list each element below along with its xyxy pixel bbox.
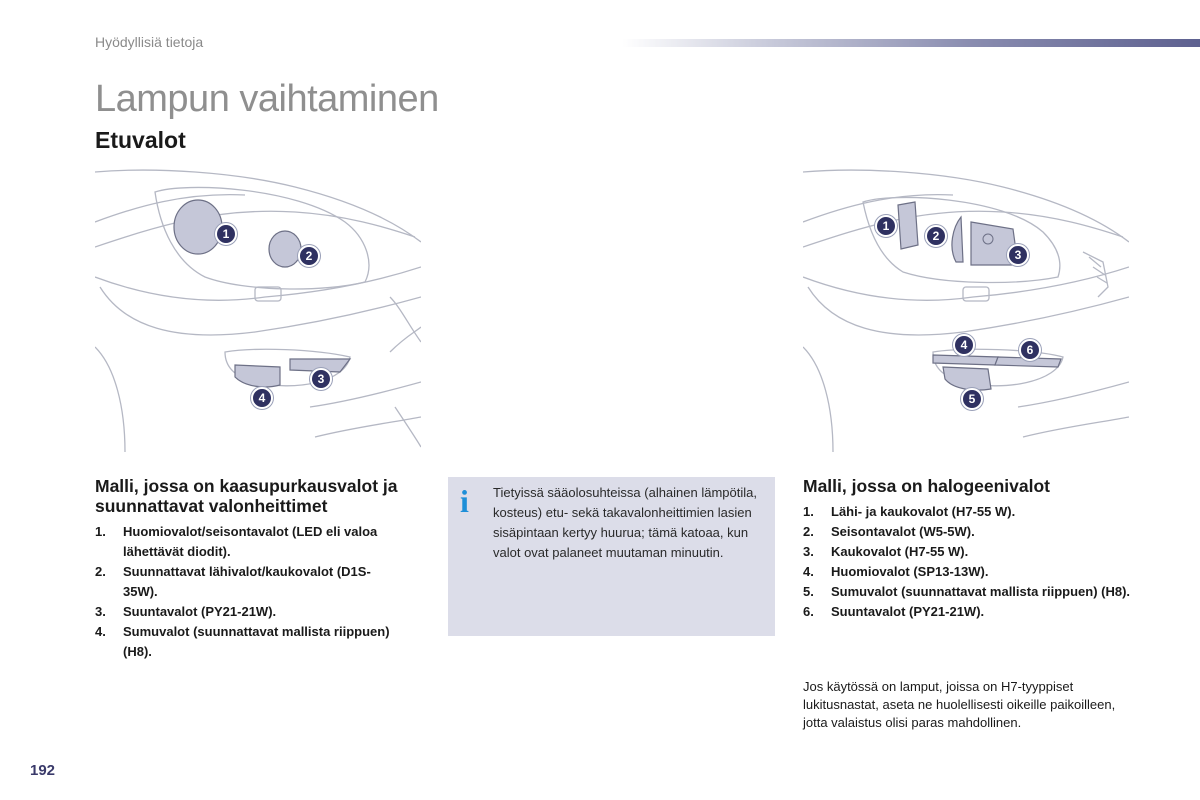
list-item-number: 2. (95, 564, 106, 579)
list-item-text: Suunnattavat lähivalot/kaukovalot (D1S-35W). (123, 564, 371, 599)
diagram-badge-label: 2 (932, 229, 940, 243)
list-item (95, 562, 395, 602)
list-item-number: 3. (95, 604, 106, 619)
diagram-badge-label: 1 (222, 227, 230, 241)
list-item-text: Huomiovalot/seisontavalot (LED eli valoa lähettävät diodit). (123, 524, 378, 559)
diagram-badge-2 (925, 225, 947, 247)
list-item (803, 522, 1133, 542)
list-item (803, 542, 1133, 562)
diagram-badge-4 (953, 334, 975, 356)
headlamp-illustration-xenon (95, 167, 421, 452)
list-item-number: 2. (803, 524, 814, 539)
list-item-number: 5. (803, 584, 814, 599)
page-title: Lampun vaihtaminen (95, 78, 439, 120)
headlamp-illustration-halogen (803, 167, 1129, 452)
diagram-badge-label: 4 (258, 391, 266, 405)
diagram-badge-label: 4 (960, 338, 968, 352)
info-icon: i (460, 483, 469, 519)
list-item-number: 6. (803, 604, 814, 619)
diagram-badge-3 (1007, 244, 1029, 266)
diagram-badge-label: 3 (317, 372, 325, 386)
list-item (95, 522, 395, 562)
diagram-badge-3 (310, 368, 332, 390)
page-subtitle: Etuvalot (95, 127, 186, 153)
diagram-badge-1 (215, 223, 237, 245)
xenon-model-heading: Malli, jossa on kaasupurkausvalot ja suunnattavat valonheittimet (95, 476, 398, 516)
list-item-text: Lähi- ja kaukovalot (H7-55 W). (831, 504, 1016, 519)
diagram-badge-label: 1 (882, 219, 890, 233)
list-item-text: Kaukovalot (H7-55 W). (831, 544, 969, 559)
diagram-badge-4 (251, 387, 273, 409)
diagram-badge-1 (875, 215, 897, 237)
h7-bulb-note: Jos käytössä on lamput, joissa on H7-tyyppiset lukitusnastat, aseta ne huolellisesti oikeille paikoilleen, jotta valaistus olisi paras mahdollinen. (803, 679, 1116, 730)
list-item-number: 1. (95, 524, 106, 539)
list-item-text: Seisontavalot (W5-5W). (831, 524, 975, 539)
list-item-number: 4. (803, 564, 814, 579)
page-number: 192 (30, 762, 56, 779)
diagram-badge-label: 5 (968, 392, 976, 406)
diagram-badge-label: 2 (305, 249, 313, 263)
list-item-number: 4. (95, 624, 106, 639)
list-item-text: Suuntavalot (PY21-21W). (831, 604, 985, 619)
halogen-bulb-list (803, 502, 1133, 622)
list-item (803, 562, 1133, 582)
list-item (803, 502, 1133, 522)
list-item (803, 602, 1133, 622)
halogen-model-heading: Malli, jossa on halogeenivalot (803, 476, 1050, 496)
diagram-badge-2 (298, 245, 320, 267)
list-item-text: Suuntavalot (PY21-21W). (123, 604, 277, 619)
list-item-text: Sumuvalot (suunnattavat mallista riippuen) (H8). (123, 624, 390, 659)
diagram-badge-6 (1019, 339, 1041, 361)
list-item (95, 602, 395, 622)
xenon-bulb-list (95, 522, 395, 662)
list-item-number: 1. (803, 504, 814, 519)
list-item-text: Sumuvalot (suunnattavat mallista riippuen) (H8). (831, 584, 1131, 599)
list-item-number: 3. (803, 544, 814, 559)
header-accent-bar (622, 39, 1200, 47)
list-item (95, 622, 395, 662)
info-box (448, 477, 775, 636)
section-label: Hyödyllisiä tietoja (95, 34, 204, 50)
list-item (803, 582, 1133, 602)
diagram-badge-5 (961, 388, 983, 410)
info-text: Tietyissä sääolosuhteissa (alhainen lämpötila, kosteus) etu- sekä takavalonheittimien lasien sisäpintaan kertyy huurua; tämä katoaa, kun valot ovat palaneet muutaman minuutin. (493, 485, 757, 560)
diagram-badge-label: 3 (1014, 248, 1022, 262)
diagram-badge-label: 6 (1026, 343, 1034, 357)
list-item-text: Huomiovalot (SP13-13W). (831, 564, 989, 579)
